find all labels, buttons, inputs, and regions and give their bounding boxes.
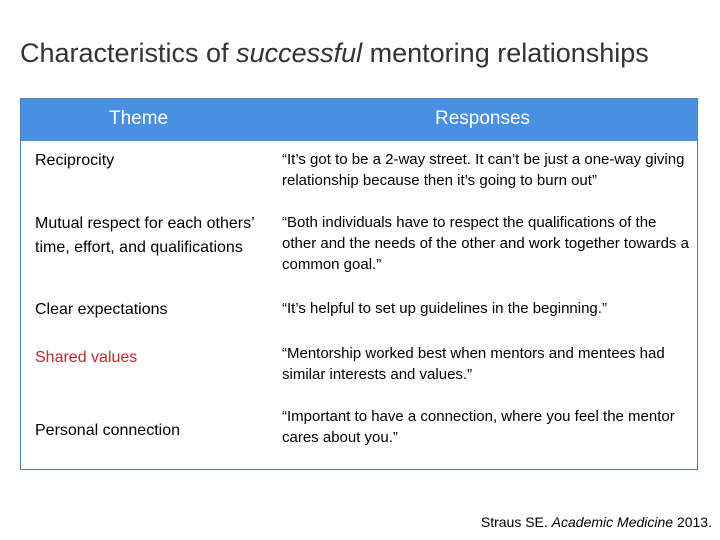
- header-theme: Theme: [109, 108, 169, 129]
- response-cell: “Important to have a connection, where you feel the mentor cares about you.”: [282, 408, 675, 446]
- citation-journal: Academic Medicine: [551, 514, 674, 530]
- response-cell: “It’s got to be a 2-way street. It can’t be just a one-way giving relationship because then it’s going to burn out”: [282, 151, 685, 189]
- title-text-end: mentoring relationships: [362, 38, 649, 68]
- theme-cell: Shared values: [35, 349, 138, 366]
- citation-author: Straus SE.: [480, 514, 552, 530]
- theme-cell: Personal connection: [35, 422, 180, 439]
- table-header: [21, 99, 697, 141]
- header-responses: Responses: [435, 108, 531, 129]
- themes-table: [20, 98, 698, 470]
- title-text-emphasis: successful: [236, 38, 363, 68]
- response-cell: “Both individuals have to respect the qualifications of the other and the needs of the other and work together towards a common goal.”: [282, 214, 689, 273]
- title-text-start: Characteristics of: [20, 38, 237, 68]
- citation-year: 2013.: [673, 514, 712, 530]
- response-cell: “Mentorship worked best when mentors and mentees had similar interests and values.”: [282, 345, 665, 383]
- theme-cell: Reciprocity: [35, 152, 115, 169]
- response-cell: “It’s helpful to set up guidelines in the beginning.”: [282, 300, 607, 317]
- theme-cell: Mutual respect for each others’ time, effort, and qualifications: [35, 215, 255, 256]
- theme-cell: Clear expectations: [35, 301, 168, 318]
- citation: [481, 514, 712, 530]
- slide-title: [20, 38, 710, 69]
